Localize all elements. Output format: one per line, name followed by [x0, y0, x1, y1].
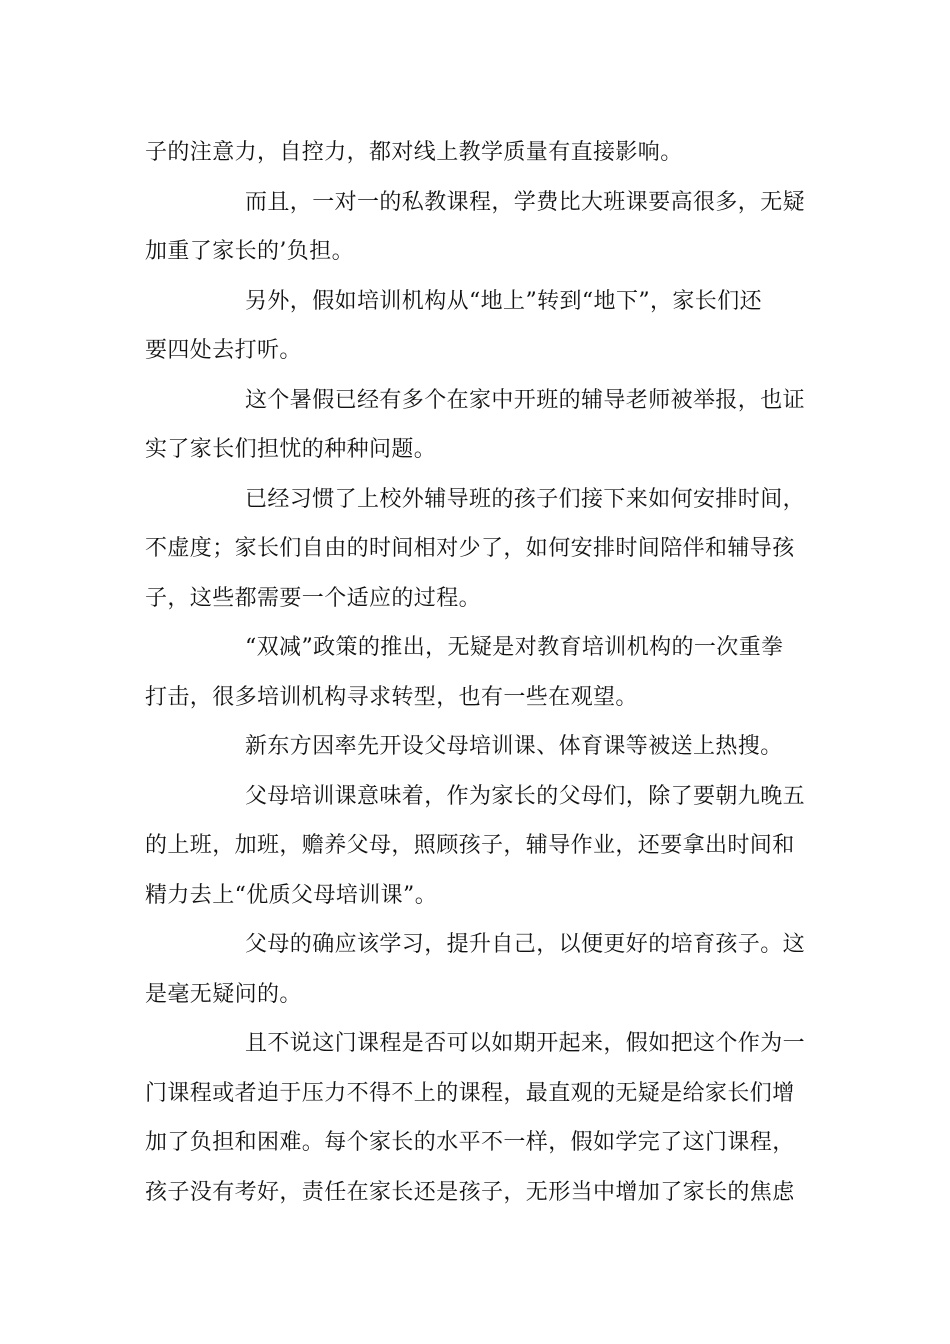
text-line: 孩子没有考好，责任在家长还是孩子，无形当中增加了家长的焦虑 [145, 1179, 795, 1205]
body-text [145, 128, 805, 1217]
text-line: 且不说这门课程是否可以如期开起来，假如把这个作为一 [245, 1031, 806, 1056]
text-line: 的上班，加班，赡养父母，照顾孩子，辅导作业，还要拿出时间和 [145, 833, 795, 858]
text-line: 新东方因率先开设父母培训课、体育课等被送上热搜。 [245, 734, 783, 759]
text-line: 加重了家长的’负担。 [145, 239, 354, 264]
text-line: 不虚度；家长们自由的时间相对少了，如何安排时间陪伴和辅导孩 [145, 536, 795, 561]
text-line: 精力去上“优质父母培训课”。 [145, 882, 438, 908]
text-line: 子，这些都需要一个适应的过程。 [145, 585, 482, 611]
text-line: 门课程或者迫于压力不得不上的课程，最直观的无疑是给家长们增 [145, 1080, 795, 1106]
text-line: 父母培训课意味着，作为家长的父母们，除了要朝九晚五 [245, 783, 806, 809]
text-line: 这个暑假已经有多个在家中开班的辅导老师被举报，也证 [245, 387, 806, 413]
text-line: 打击，很多培训机构寻求转型，也有一些在观望。 [145, 684, 638, 710]
text-line: 实了家长们担忧的种种问题。 [145, 437, 437, 462]
text-line: 加了负担和困难。每个家长的水平不一样，假如学完了这门课程， [145, 1130, 795, 1155]
text-line: “双减”政策的推出，无疑是对教育培训机构的一次重拳 [245, 635, 784, 660]
text-line: 父母的确应该学习，提升自己，以便更好的培育孩子。这 [245, 932, 806, 957]
text-line: 要四处去打听。 [145, 338, 302, 363]
text-line: 是毫无疑问的。 [145, 981, 302, 1007]
text-line: 另外，假如培训机构从“地上”转到“地下”，家长们还 [245, 288, 762, 314]
text-line: 已经习惯了上校外辅导班的孩子们接下来如何安排时间， [245, 486, 806, 512]
text-line: 子的注意力，自控力，都对线上教学质量有直接影响。 [145, 140, 683, 165]
text-line: 而且，一对一的私教课程，学费比大班课要高很多，无疑 [245, 189, 806, 215]
